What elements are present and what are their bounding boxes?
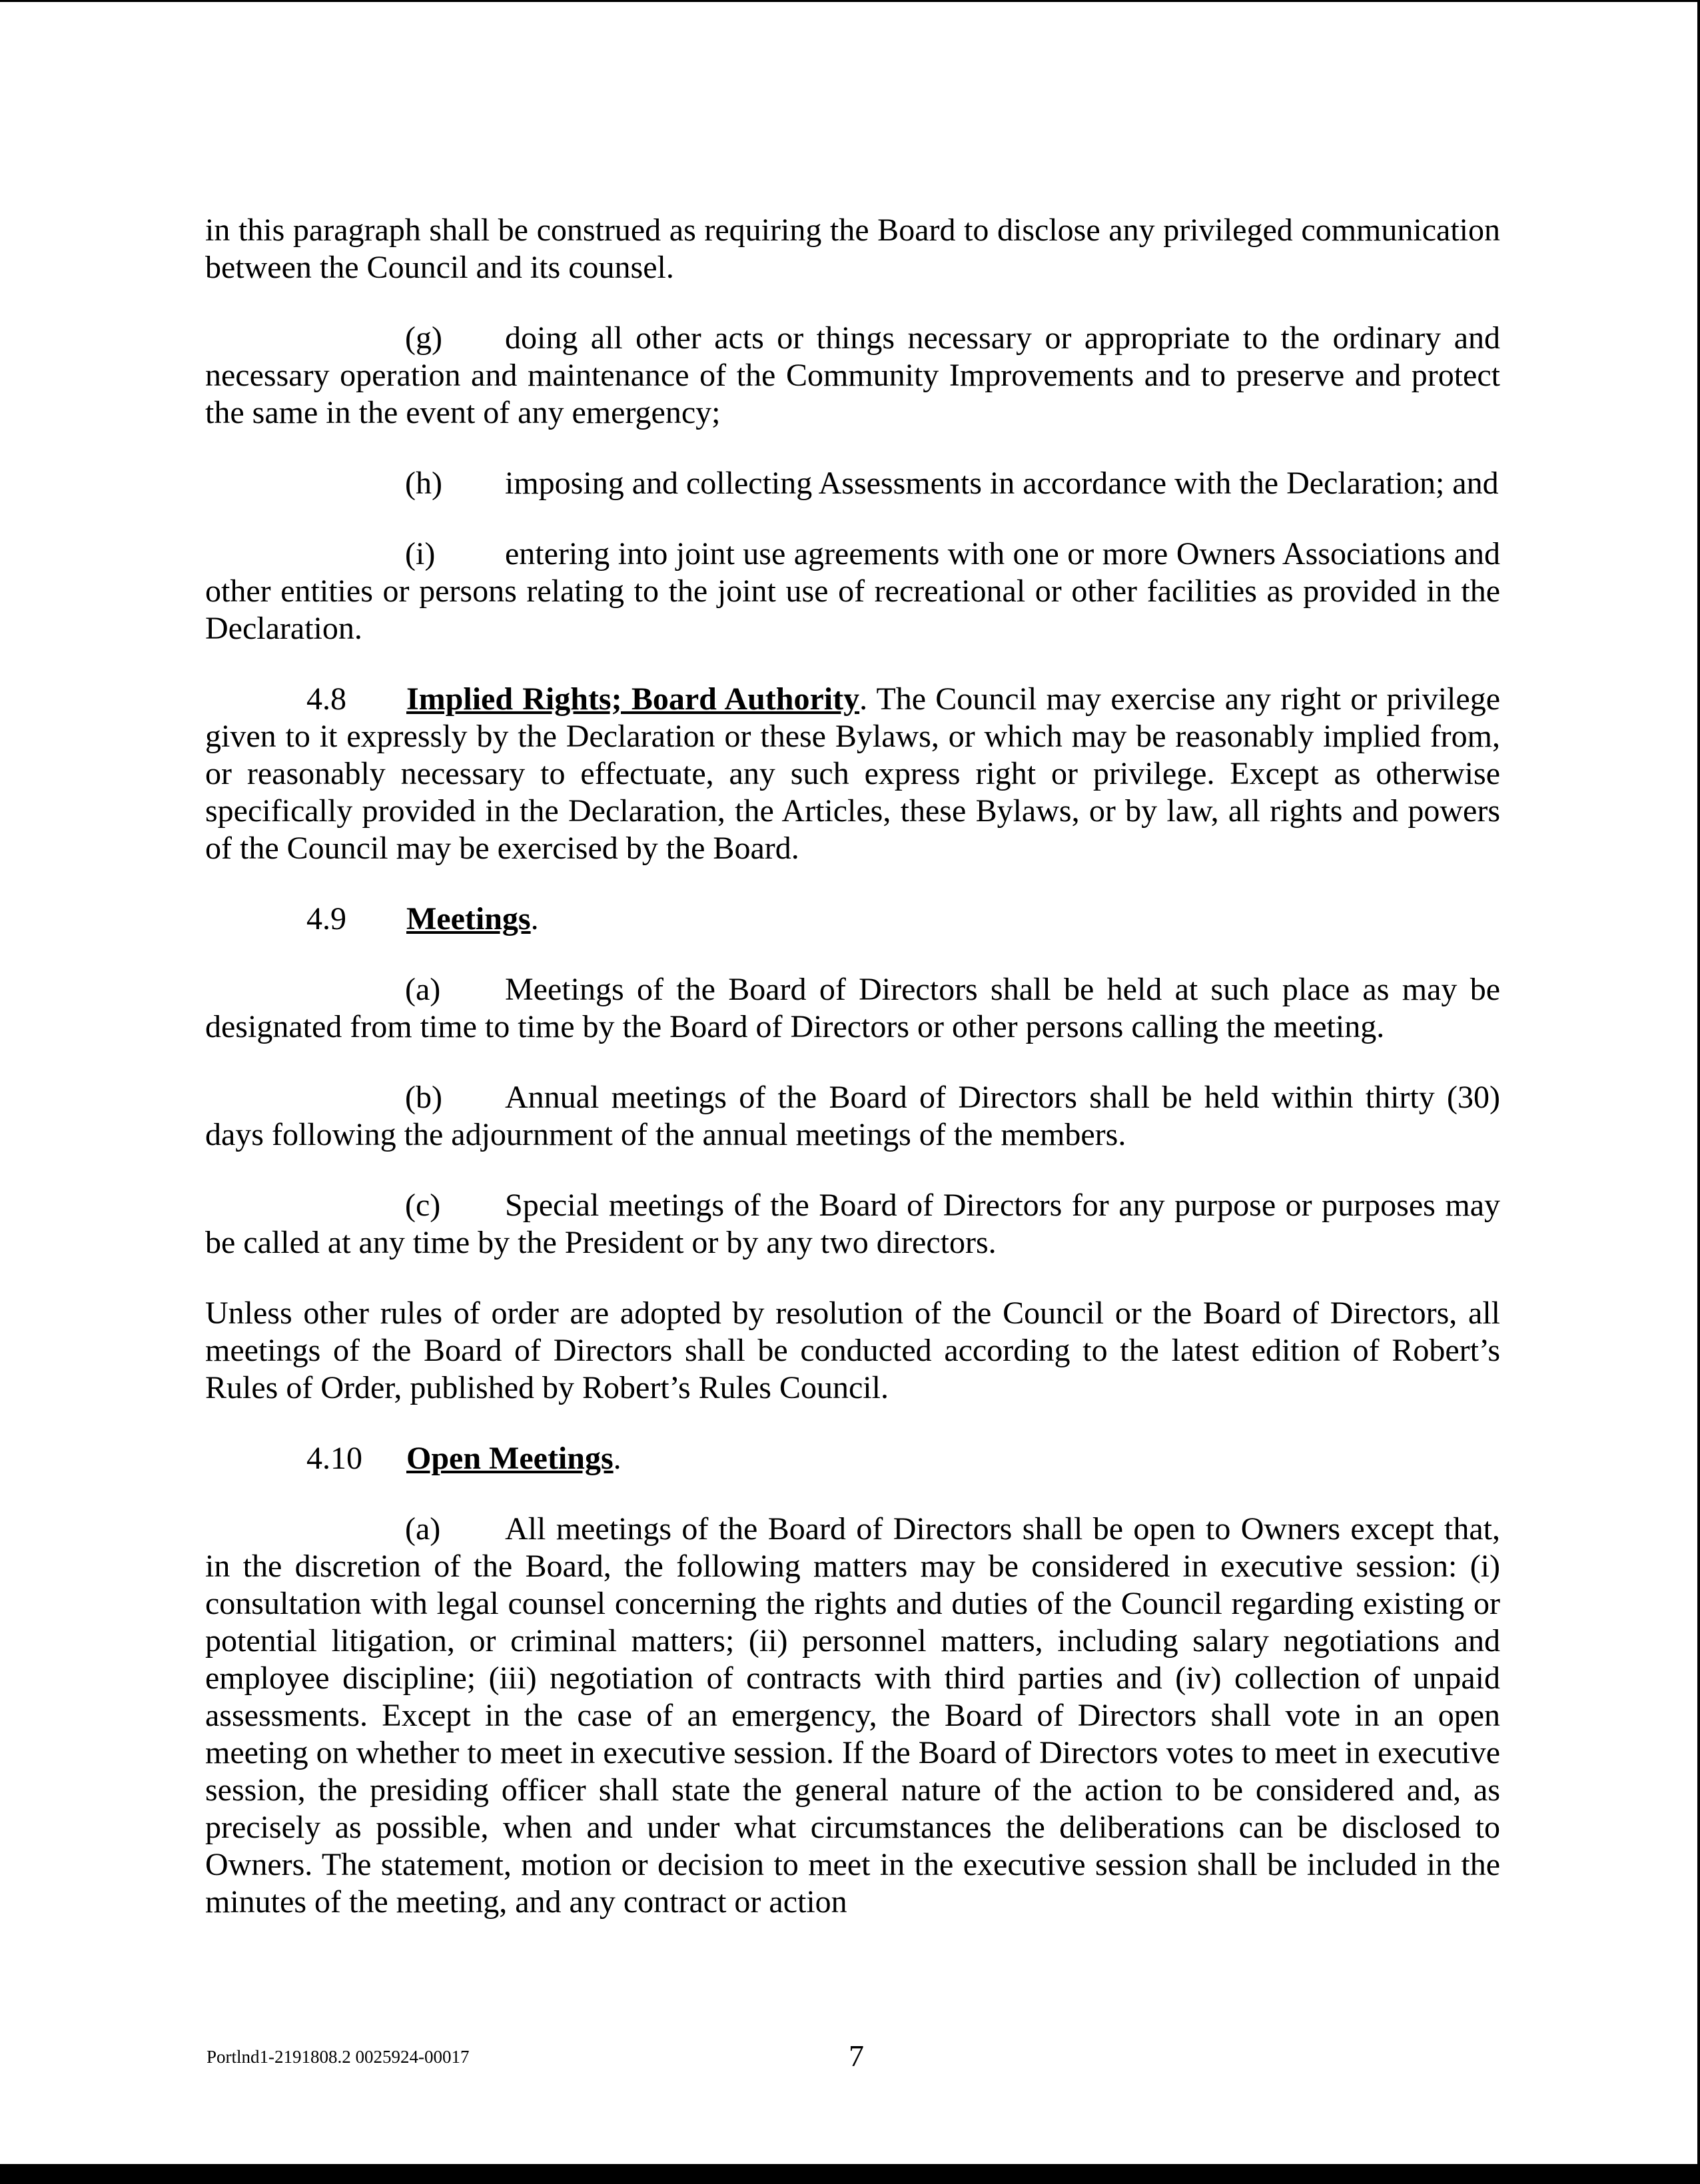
document-page [205,212,1500,1921]
section-4-8: 4.8 Implied Rights; Board Authority. The Council may exercise any right or privilege given to it expressly by the Declaration or these Bylaws, or which may be reasonably implied from, or reasonably necessary to effectuate, any such express right or privilege. Except as otherwise specifically provided in the Declaration, the Articles, these Bylaws, or by law, all rights and powers of the Council may be exercised by the Board. [205,681,1501,866]
list-item-i: (i) entering into joint use agreements with one or more Owners Associations and other entities or persons relating to the joint use of recreational or other facilities as provided in the Declaration. [205,536,1500,646]
page-number: 7 [849,2039,864,2073]
list-item-h: (h) imposing and collecting Assessments in accordance with the Declaration; and [405,466,1499,501]
list-item-4-9-a: (a) Meetings of the Board of Directors shall be held at such place as may be designated from time to time by the Board of Directors or other persons calling the meeting. [205,972,1500,1044]
section-heading: Implied Rights; Board Authority [406,681,860,717]
section-4-10-heading: 4.10 Open Meetings. [306,1441,622,1476]
section-4-9-heading: 4.9 Meetings. [306,901,539,936]
list-item-g: (g) doing all other acts or things necessary or appropriate to the ordinary and necessary operation and maintenance of the Community Improvements and to preserve and protect the same in the event of any emergency; [205,320,1500,430]
section-heading: Meetings [406,901,531,936]
scan-edge-right [1697,0,1700,2184]
scan-edge-top [0,0,1700,2]
list-item-4-9-b: (b) Annual meetings of the Board of Directors shall be held within thirty (30) days following the adjournment of the annual meetings of the members. [205,1080,1500,1152]
list-item-4-10-a: (a) All meetings of the Board of Directors shall be open to Owners except that, in the discretion of the Board, the following matters may be considered in executive session: (i) consultation with legal counsel concerning the rights and duties of the Council regarding existing or potential litigation, or criminal matters; (ii) personnel matters, including salary negotiations and employee discipline; (iii) negotiation of contracts with third parties and (iv) collection of unpaid assessments. Except in the case of an emergency, the Board of Directors shall vote in an open meeting on whether to meet in executive session. If the Board of Directors votes to meet in executive session, the presiding officer shall state the general nature of the action to be considered and, as precisely as possible, when and under what circumstances the deliberations can be disclosed to Owners. The statement, motion or decision to meet in the executive session shall be included in the minutes of the meeting, and any contract or action [205,1511,1500,1920]
intro-continuation: in this paragraph shall be construed as requiring the Board to disclose any privileged communication between the Council and its counsel. [205,212,1500,285]
scan-edge-bottom [0,2164,1700,2184]
section-4-9-closing: Unless other rules of order are adopted by resolution of the Council or the Board of Directors, all meetings of the Board of Directors shall be conducted according to the latest edition of Robert’s Rules of Order, published by Robert’s Rules Council. [205,1295,1500,1405]
section-heading: Open Meetings [406,1441,614,1476]
footer-doc-id: Portlnd1-2191808.2 0025924-00017 [207,2047,470,2067]
list-item-4-9-c: (c) Special meetings of the Board of Directors for any purpose or purposes may be called at any time by the President or by any two directors. [205,1188,1500,1260]
